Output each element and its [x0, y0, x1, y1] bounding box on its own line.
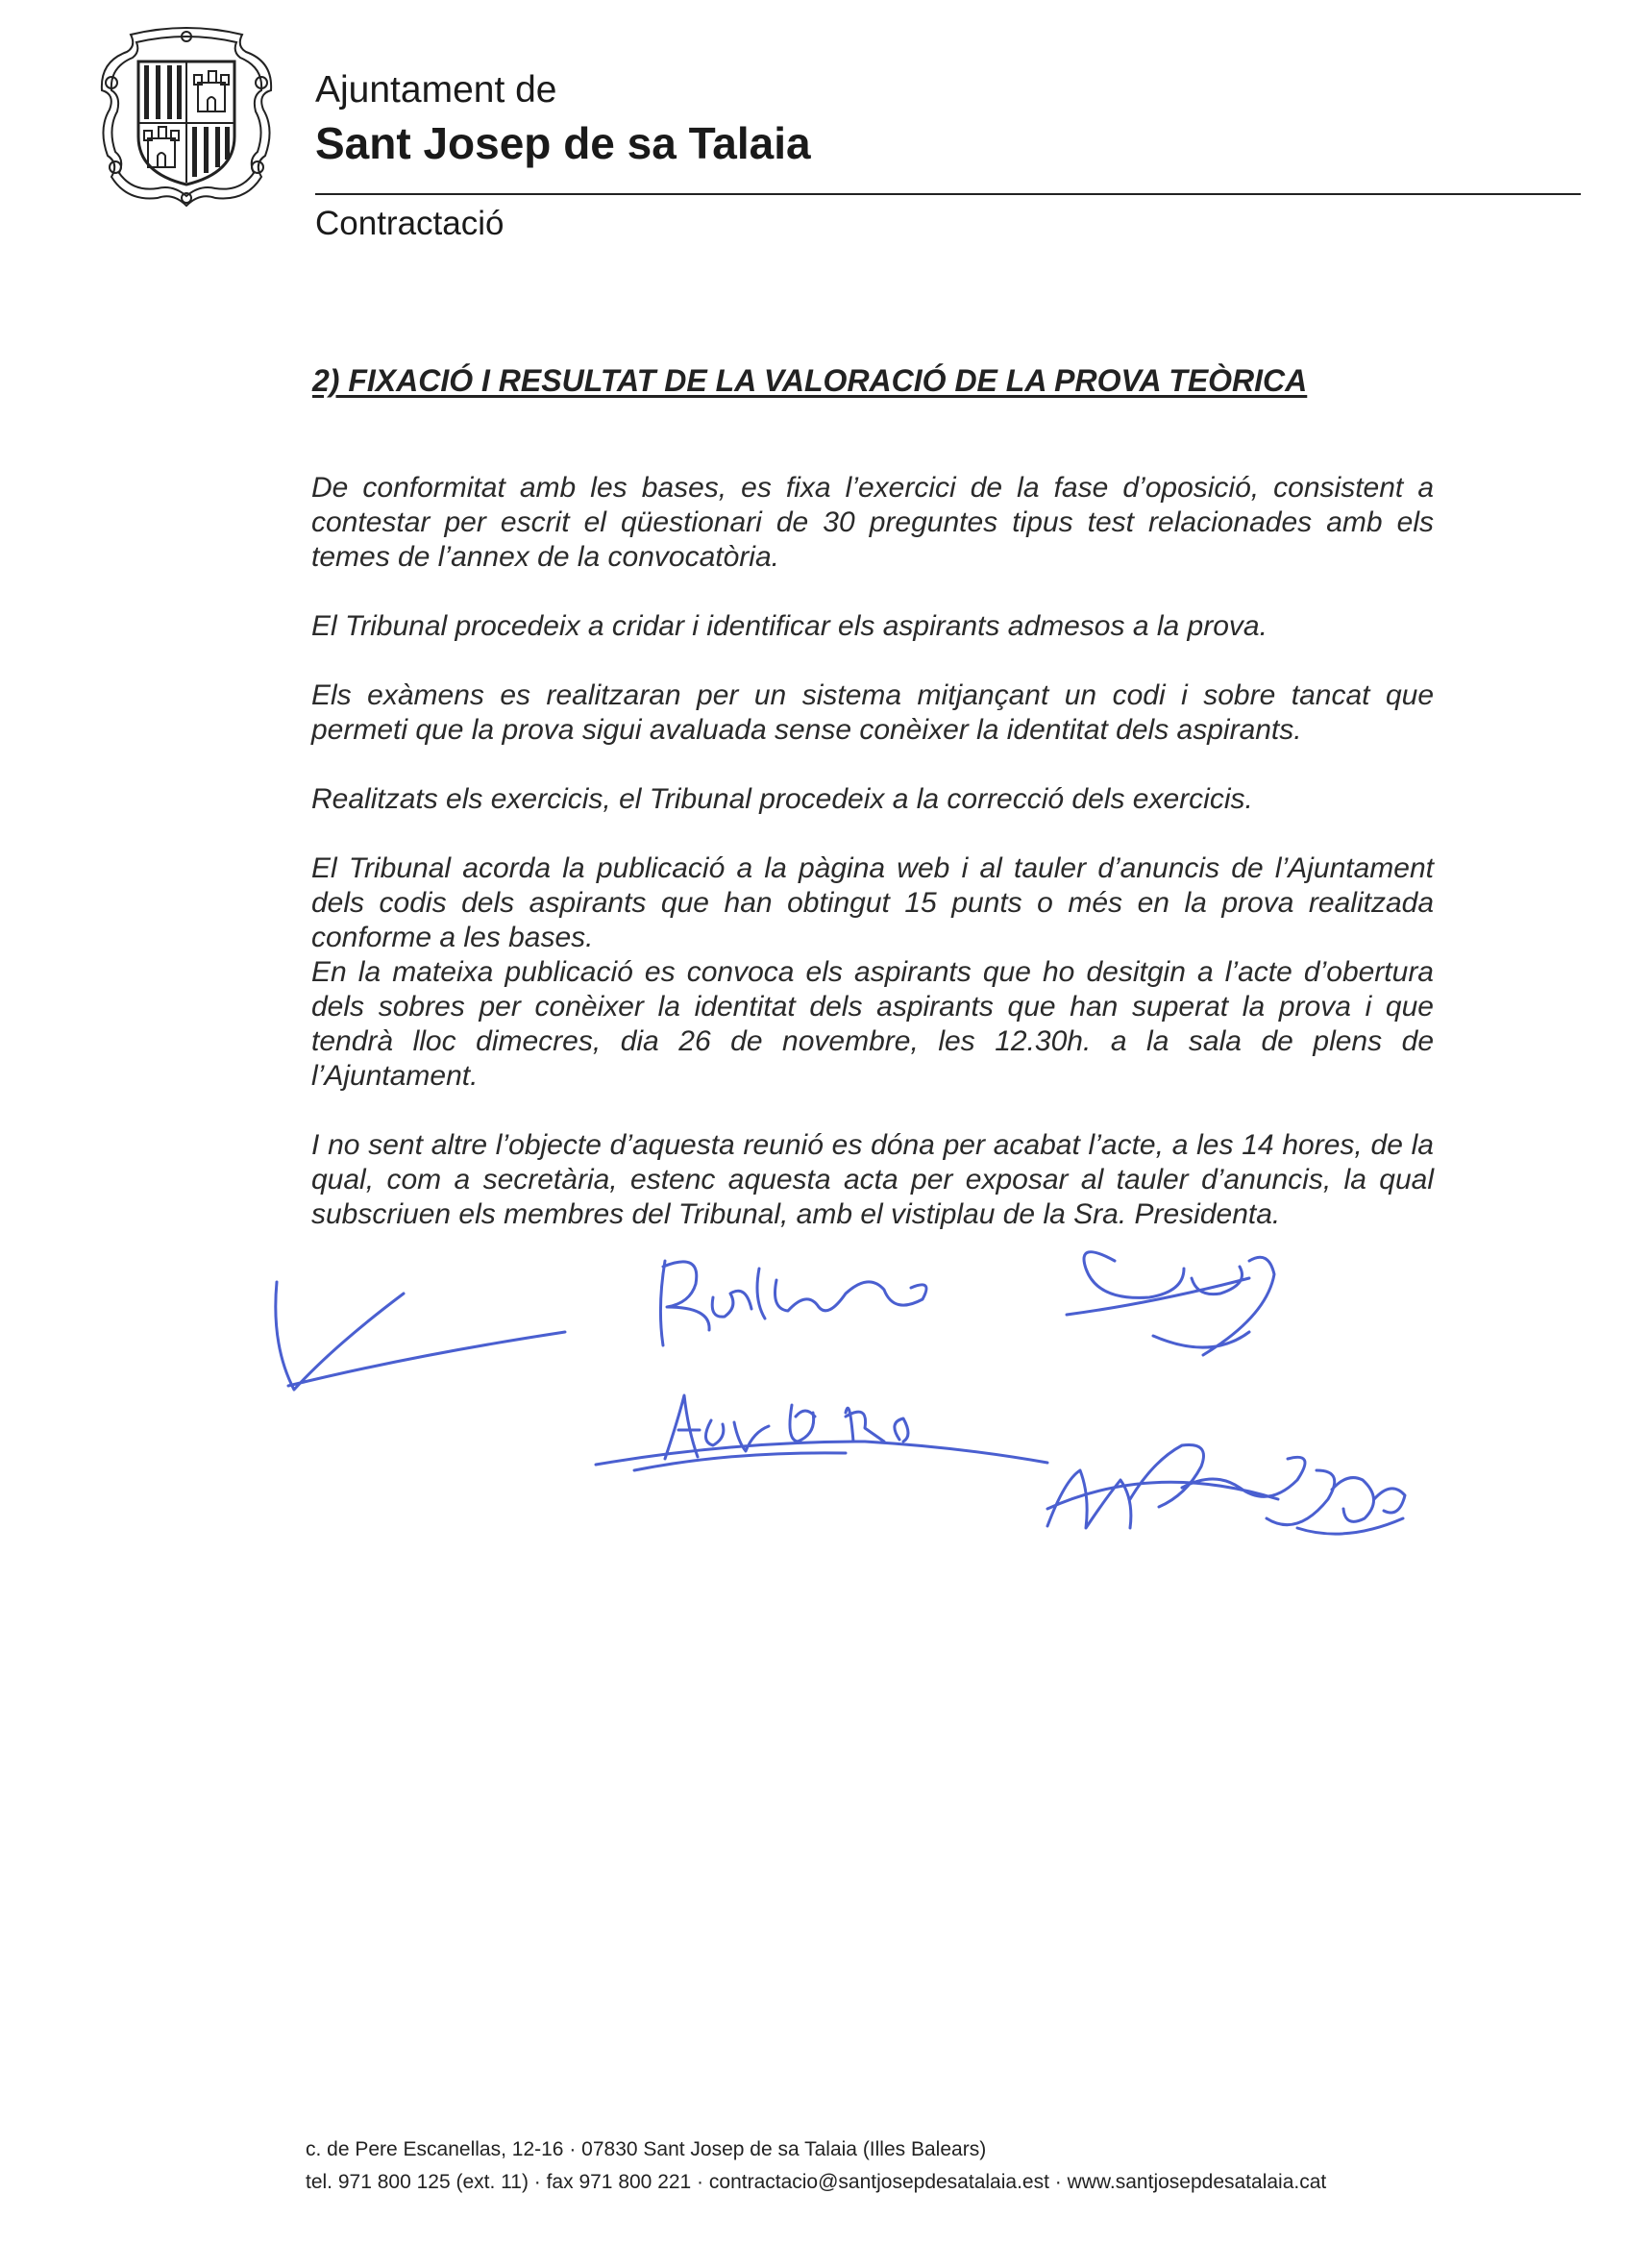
footer-contact: tel. 971 800 125 (ext. 11) · fax 971 800 221 · contractacio@santjosepdesatalaia.est · www.santjosepdesatalaia.cat: [306, 2171, 1327, 2193]
paragraph-convocation: En la mateixa publicació es convoca els aspirants que ho desitgin a l’acte d’obertura dels sobres per conèixer la identitat dels aspirants que han superat la prova i que tendrà lloc dimecres, dia 26 de novembre, les 12.30h. a la sala de plens de l’Ajuntament.: [311, 956, 1434, 1092]
paragraph-closing: I no sent altre l’objecte d’aquesta reunió es dóna per acabat l’acte, a les 14 hores, de la qual, com a secretària, estenc aquesta acta per exposar al tauler d’anuncis, la qual subscriuen els membres del Tribunal, amb el vistiplau de la Sra. Presidenta.: [311, 1129, 1434, 1230]
section-title: 2) FIXACIÓ I RESULTAT DE LA VALORACIÓ DE LA PROVA TEÒRICA: [312, 363, 1308, 398]
signature-2: [660, 1261, 926, 1345]
signature-1: [276, 1282, 565, 1390]
paragraph-identification: El Tribunal procedeix a cridar i identificar els aspirants admesos a la prova.: [311, 610, 1268, 642]
organization-name-line1: Ajuntament de: [315, 69, 557, 111]
paragraph-publication: El Tribunal acorda la publicació a la pàgina web i al tauler d’anuncis de l’Ajuntament dels codis dels aspirants que han obtingut 15 punts o més en la prova realitzada conforme a les bases.: [311, 852, 1434, 953]
paragraph-exams: Els exàmens es realitzaran per un sistema mitjançant un codi i sobre tancat que permeti que la prova sigui avaluada sense conèixer la identitat dels aspirants.: [311, 679, 1434, 746]
organization-name-line2: Sant Josep de sa Talaia: [315, 118, 811, 168]
department-name: Contractació: [315, 205, 505, 242]
signature-4: [596, 1395, 1047, 1470]
footer-address: c. de Pere Escanellas, 12-16 · 07830 Sant Josep de sa Talaia (Illes Balears): [306, 2138, 987, 2160]
footer: [306, 2133, 1326, 2199]
paragraph-correction: Realitzats els exercicis, el Tribunal procedeix a la correcció dels exercicis.: [311, 783, 1253, 815]
paragraph-exercise: De conformitat amb les bases, es fixa l’exercici de la fase d’oposició, consistent a contestar per escrit el qüestionari de 30 preguntes tipus test relacionades amb els temes de l’annex de la convocatòria.: [311, 472, 1434, 573]
signature-5: [1047, 1444, 1405, 1534]
signature-3: [1067, 1252, 1274, 1355]
